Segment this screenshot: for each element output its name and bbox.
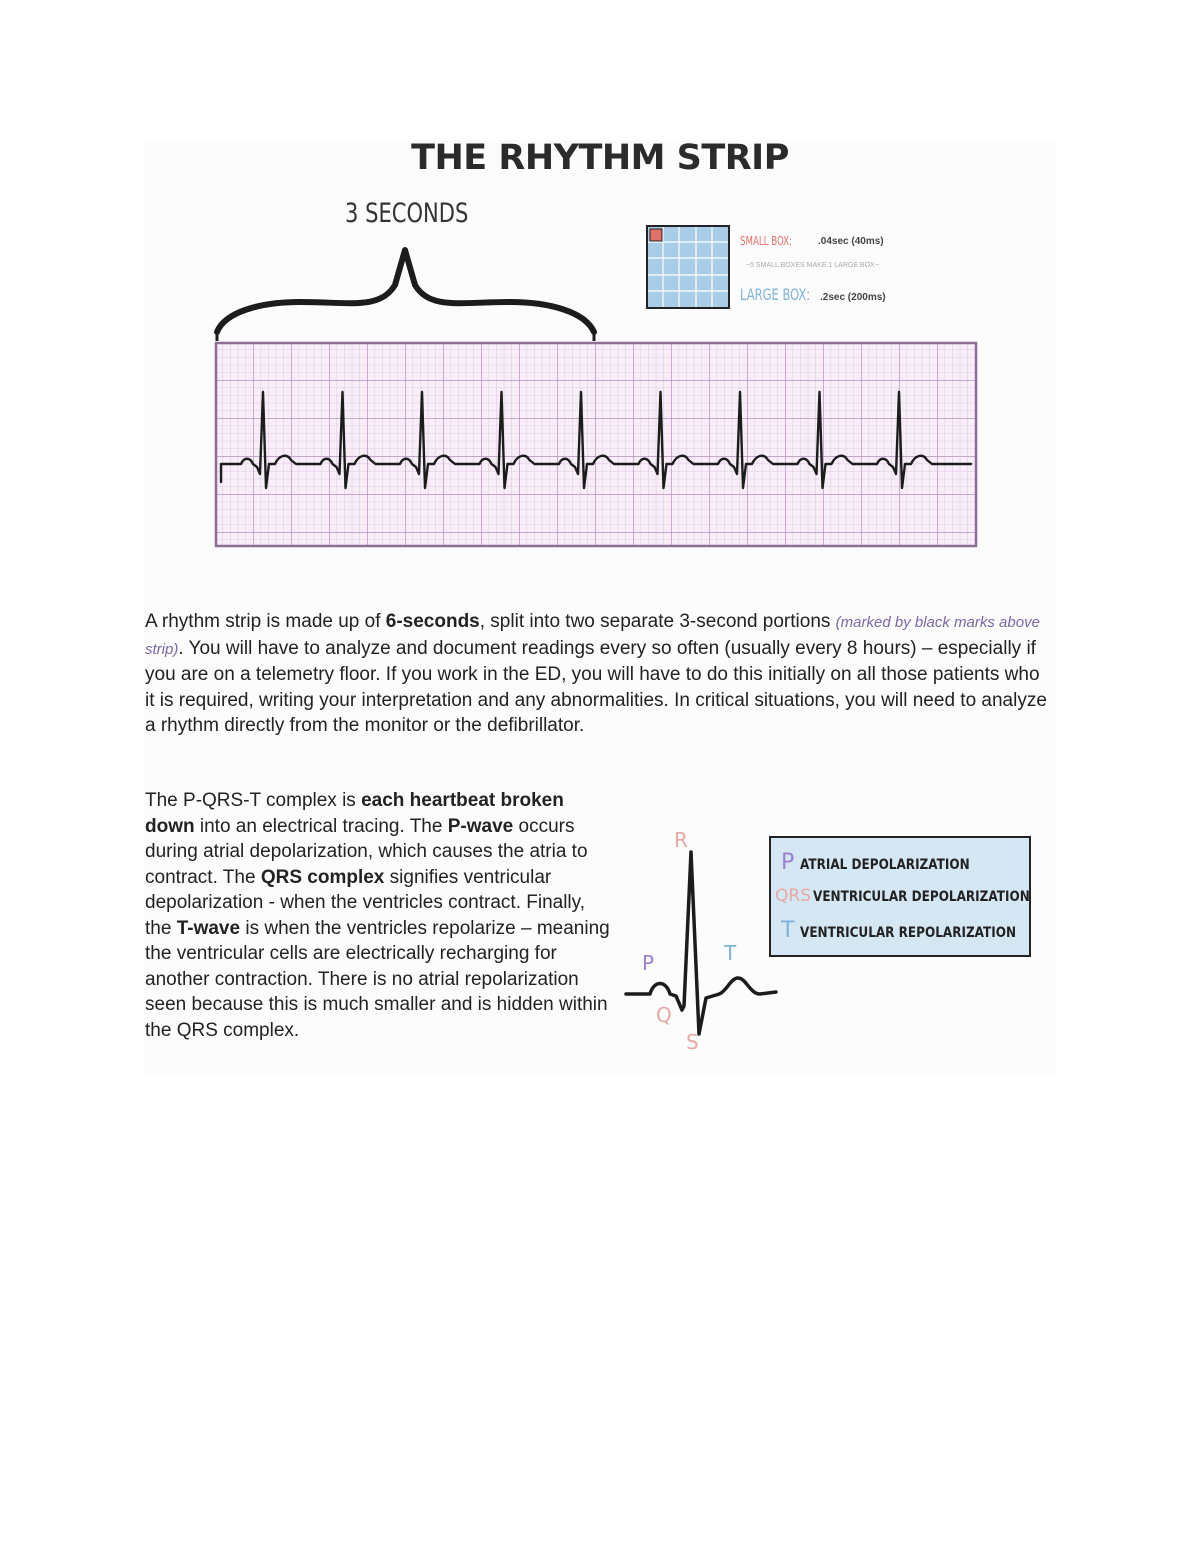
pqrst-complex-diagram <box>620 830 780 1060</box>
three-seconds-brace <box>0 0 1200 400</box>
small-box-value: .04sec (40ms) <box>818 236 884 247</box>
para2-text-4: signifies ventricular depolarization - when the ventricles contract. Finally, the <box>145 866 586 939</box>
small-box-swatch <box>650 229 662 241</box>
legend-key-p: P <box>781 850 795 875</box>
para2-bold-1: each heartbeat broken down <box>145 790 564 837</box>
q-wave-label: Q <box>656 1003 672 1027</box>
rhythm-strip-description <box>145 609 1050 739</box>
para2-bold-3: QRS complex <box>260 866 385 888</box>
large-box-label: LARGE BOX: <box>740 285 811 304</box>
para1-note: (marked by black marks above strip) <box>145 614 1040 658</box>
legend-row-p <box>781 850 998 875</box>
large-box-value: .2sec (200ms) <box>820 292 886 303</box>
legend-key-t: T <box>781 918 795 943</box>
t-wave-label: T <box>724 941 737 965</box>
small-box-label: SMALL BOX: <box>740 234 792 248</box>
legend-row-t <box>781 918 1052 943</box>
para2-text-5: is when the ventricles repolarize – meaning the ventricular cells are electrically recharging for another contraction. There is no atrial repolarization seen because this is much smaller and is hidden within the QRS complex. <box>145 917 610 1041</box>
para2-bold-4: T-wave <box>176 917 241 939</box>
para2-text-1: The P-QRS-T complex is <box>145 790 362 811</box>
box-note: ~5 SMALL BOXES MAKE 1 LARGE BOX~ <box>746 262 879 269</box>
s-wave-label: S <box>686 1030 699 1054</box>
para2-text-3: occurs during atrial depolarization, which causes the atria to contract. The <box>145 815 588 888</box>
legend-desc-t: VENTRICULAR REPOLARIZATION <box>800 925 1017 941</box>
legend-desc-p: ATRIAL DEPOLARIZATION <box>800 857 970 873</box>
three-seconds-label: 3 SECONDS <box>345 198 469 229</box>
legend-key-qrs: QRS <box>775 886 811 906</box>
para2-text-2: into an electrical tracing. The <box>194 815 448 837</box>
page-title: THE RHYTHM STRIP <box>411 138 789 178</box>
pqrst-description <box>145 788 615 1043</box>
p-wave-label: P <box>642 951 655 975</box>
legend-desc-qrs: VENTRICULAR DEPOLARIZATION <box>812 889 1030 905</box>
para1-text-3: . You will have to analyze and document readings every so often (usually every 8 hours) – especially if you are on a telemetry floor. If you work in the ED, you will have to do this initially on all those patients who it is required, writing your interpretation and any abnormalities. In critical situations, you will need to analyze a rhythm directly from the monitor or the defibrillator. <box>145 637 1047 736</box>
box-size-grid <box>646 225 730 309</box>
wave-legend-box <box>769 836 1031 957</box>
para2-bold-2: P-wave <box>447 815 514 837</box>
para1-text-2: , split into two separate 3-second portions <box>479 611 836 632</box>
para1-bold-six-seconds: 6-seconds <box>385 611 480 632</box>
rhythm-strip <box>215 342 977 547</box>
para1-text-1: A rhythm strip is made up of <box>145 611 386 632</box>
r-wave-label: R <box>674 828 688 852</box>
legend-row-qrs <box>775 886 1065 906</box>
